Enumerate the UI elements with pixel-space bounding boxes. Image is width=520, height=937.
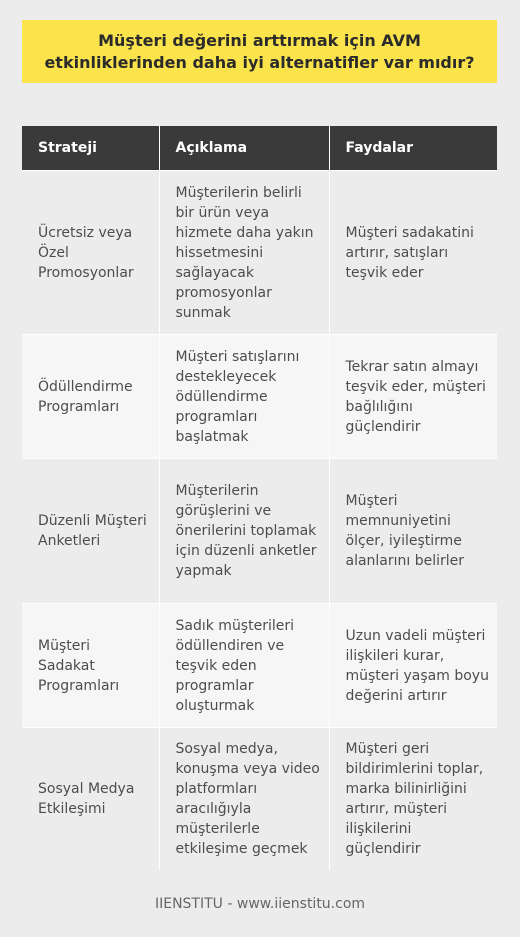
- cell-benefits: Müşteri memnuniyetini ölçer, iyileştirme alanlarını belirler: [329, 459, 497, 604]
- strategy-table: [22, 126, 497, 870]
- cell-strategy: Ödüllendirme Programları: [22, 335, 159, 459]
- cell-description: Müşteri satışlarını destekleyecek ödüllendirme programları başlatmak: [159, 335, 329, 459]
- header-description: Açıklama: [159, 126, 329, 171]
- cell-benefits: Tekrar satın almayı teşvik eder, müşteri bağlılığını güçlendirir: [329, 335, 497, 459]
- header-strategy: Strateji: [22, 126, 159, 171]
- cell-strategy: Müşteri Sadakat Programları: [22, 604, 159, 728]
- cell-strategy: Düzenli Müşteri Anketleri: [22, 459, 159, 604]
- page-title: Müşteri değerini arttırmak için AVM etkinliklerinden daha iyi alternatifler var mıdır?: [44, 30, 475, 72]
- cell-description: Sosyal medya, konuşma veya video platformları aracılığıyla müşterilerle etkileşime geçmek: [159, 728, 329, 870]
- cell-benefits: Müşteri geri bildirimlerini toplar, marka bilinirliğini artırır, müşteri ilişkilerini güçlendirir: [329, 728, 497, 870]
- footer-credit: IIENSTITU - www.iienstitu.com: [154, 896, 366, 912]
- table-row: [22, 604, 497, 728]
- table-row: [22, 459, 497, 604]
- cell-benefits: Uzun vadeli müşteri ilişkileri kurar, müşteri yaşam boyu değerini artırır: [329, 604, 497, 728]
- table-row: [22, 335, 497, 459]
- cell-benefits: Müşteri sadakatini artırır, satışları teşvik eder: [329, 171, 497, 335]
- cell-description: Müşterilerin belirli bir ürün veya hizmete daha yakın hissetmesini sağlayacak promosyonlar sunmak: [159, 171, 329, 335]
- table-header-row: [22, 126, 497, 171]
- header-benefits: Faydalar: [329, 126, 497, 171]
- table-row: [22, 171, 497, 335]
- table-row: [22, 728, 497, 870]
- cell-strategy: Ücretsiz veya Özel Promosyonlar: [22, 171, 159, 335]
- title-banner: [22, 20, 497, 83]
- cell-strategy: Sosyal Medya Etkileşimi: [22, 728, 159, 870]
- cell-description: Sadık müşterileri ödüllendiren ve teşvik eden programlar oluşturmak: [159, 604, 329, 728]
- cell-description: Müşterilerin görüşlerini ve önerilerini toplamak için düzenli anketler yapmak: [159, 459, 329, 604]
